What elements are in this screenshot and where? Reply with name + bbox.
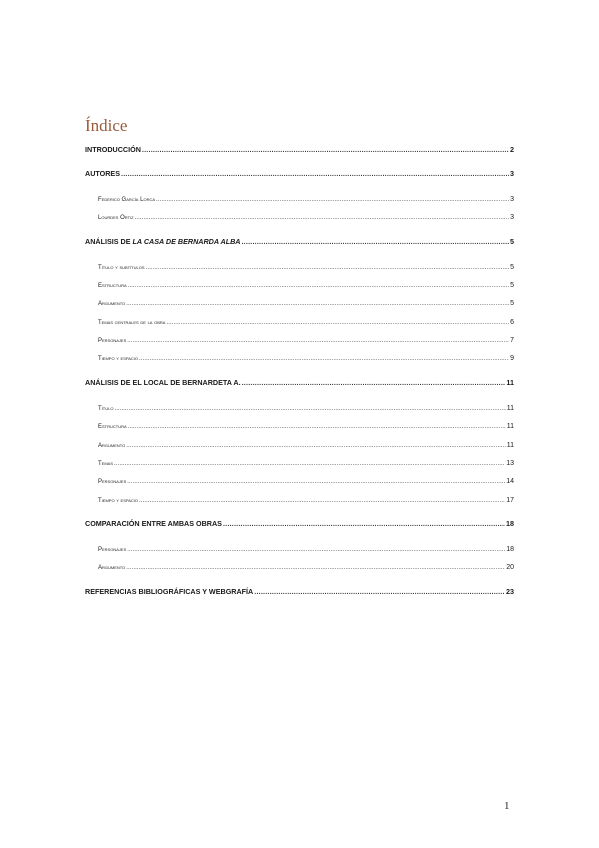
toc-entry-label: Temas [98, 461, 114, 467]
toc-entry-personajes[interactable] [98, 335, 514, 347]
page-number: 1 [504, 800, 510, 812]
toc-entry-analisis-casa[interactable] [85, 236, 514, 248]
toc-entry-label: Título y subtítulos [98, 265, 145, 271]
toc-dot-leader [166, 317, 509, 329]
toc-entry-argumento[interactable] [98, 562, 514, 574]
toc-entry-page: 11 [506, 405, 514, 412]
toc-dot-leader [139, 495, 505, 507]
toc-entry-page: 3 [510, 196, 514, 203]
toc-dot-leader [135, 212, 509, 224]
toc-dot-leader [127, 544, 505, 556]
toc-entry-page: 5 [510, 264, 514, 271]
toc-entry-titulo[interactable] [98, 403, 514, 415]
toc-entry-label: Federico García Lorca [98, 197, 156, 203]
toc-entry-label-italic: LA CASA DE BERNARDA ALBA [132, 237, 241, 246]
toc-entry-tiempo-espacio[interactable] [98, 353, 514, 365]
toc-entry-label: Lourdes Ortiz [98, 215, 134, 221]
toc-entry-label: Personajes [98, 479, 127, 485]
toc-dot-leader [241, 236, 509, 248]
toc-dot-leader [156, 194, 509, 206]
toc-entry-page: 5 [510, 237, 514, 246]
toc-entry-tiempo-espacio[interactable] [98, 495, 514, 507]
toc-entry-label: Título [98, 406, 114, 412]
toc-entry-label: Personajes [98, 547, 127, 553]
toc-entry-introduccion[interactable] [85, 144, 514, 156]
toc-entry-temas-centrales[interactable] [98, 317, 514, 329]
toc-entry-page: 3 [510, 214, 514, 221]
toc-dot-leader [142, 144, 509, 156]
toc-entry-page: 3 [510, 169, 514, 178]
toc-entry-page: 18 [506, 546, 514, 553]
toc-entry-titulo-subtitulos[interactable] [98, 262, 514, 274]
toc-entry-label: Tiempo y espacio [98, 356, 139, 362]
toc-entry-page: 6 [510, 319, 514, 326]
toc-dot-leader [126, 440, 505, 452]
toc-entry-analisis-local[interactable] [85, 377, 514, 389]
toc-entry-personajes[interactable] [98, 544, 514, 556]
toc-entry-temas[interactable] [98, 458, 514, 470]
toc-dot-leader [254, 586, 505, 598]
toc-dot-leader [127, 335, 509, 347]
toc-entry-label: Argumento [98, 301, 126, 307]
toc-entry-page: 2 [510, 145, 514, 154]
toc-entry-personajes[interactable] [98, 476, 514, 488]
toc-entry-label: COMPARACIÓN ENTRE AMBAS OBRAS [85, 519, 222, 528]
toc-entry-argumento[interactable] [98, 440, 514, 452]
toc-entry-label: AUTORES [85, 169, 121, 178]
toc-entry-page: 5 [510, 300, 514, 307]
toc-dot-leader [121, 168, 509, 180]
toc-entry-page: 11 [506, 423, 514, 430]
toc-entry-page: 23 [506, 587, 514, 596]
toc-entry-page: 13 [506, 460, 514, 467]
toc-entry-label: Temas centrales de la obra [98, 320, 166, 326]
toc-dot-leader [146, 262, 510, 274]
toc-entry-estructura[interactable] [98, 280, 514, 292]
toc-entry-page: 11 [506, 442, 514, 449]
toc-entry-label [85, 236, 240, 248]
toc-dot-leader [114, 403, 505, 415]
toc-entry-label: Argumento [98, 565, 126, 571]
toc-entry-federico-garcia-lorca[interactable] [98, 194, 514, 206]
toc-dot-leader [139, 353, 509, 365]
toc-dot-leader [126, 298, 509, 310]
toc-entry-page: 20 [506, 564, 514, 571]
toc-entry-autores[interactable] [85, 168, 514, 180]
toc-entry-lourdes-ortiz[interactable] [98, 212, 514, 224]
toc-entry-comparacion[interactable] [85, 518, 514, 530]
toc-entry-page: 9 [510, 355, 514, 362]
toc-dot-leader [223, 518, 505, 530]
toc-dot-leader [126, 562, 505, 574]
toc-entry-label: ANÁLISIS DE EL LOCAL DE BERNARDETA A. [85, 378, 241, 387]
toc-entry-label: REFERENCIAS BIBLIOGRÁFICAS Y WEBGRAFÍA [85, 587, 254, 596]
toc-dot-leader [128, 421, 506, 433]
page-title: Índice [85, 116, 128, 135]
toc-entry-argumento[interactable] [98, 298, 514, 310]
toc-dot-leader [128, 280, 509, 292]
toc-entry-page: 11 [506, 378, 514, 387]
toc-entry-page: 18 [506, 519, 514, 528]
toc-entry-label: Argumento [98, 443, 126, 449]
toc-entry-page: 5 [510, 282, 514, 289]
toc-dot-leader [114, 458, 505, 470]
toc-entry-page: 17 [506, 497, 514, 504]
toc-entry-label: Tiempo y espacio [98, 498, 139, 504]
toc-entry-label: Personajes [98, 338, 127, 344]
toc-entry-label-prefix: ANÁLISIS DE [85, 237, 133, 246]
toc-entry-label: INTRODUCCIÓN [85, 145, 141, 154]
toc-entry-referencias[interactable] [85, 586, 514, 598]
toc-entry-estructura[interactable] [98, 421, 514, 433]
toc-entry-label: Estructura [98, 424, 127, 430]
toc-entry-page: 14 [506, 478, 514, 485]
toc-dot-leader [127, 476, 505, 488]
toc-entry-page: 7 [510, 337, 514, 344]
toc-dot-leader [242, 377, 506, 389]
toc-entry-label: Estructura [98, 283, 127, 289]
